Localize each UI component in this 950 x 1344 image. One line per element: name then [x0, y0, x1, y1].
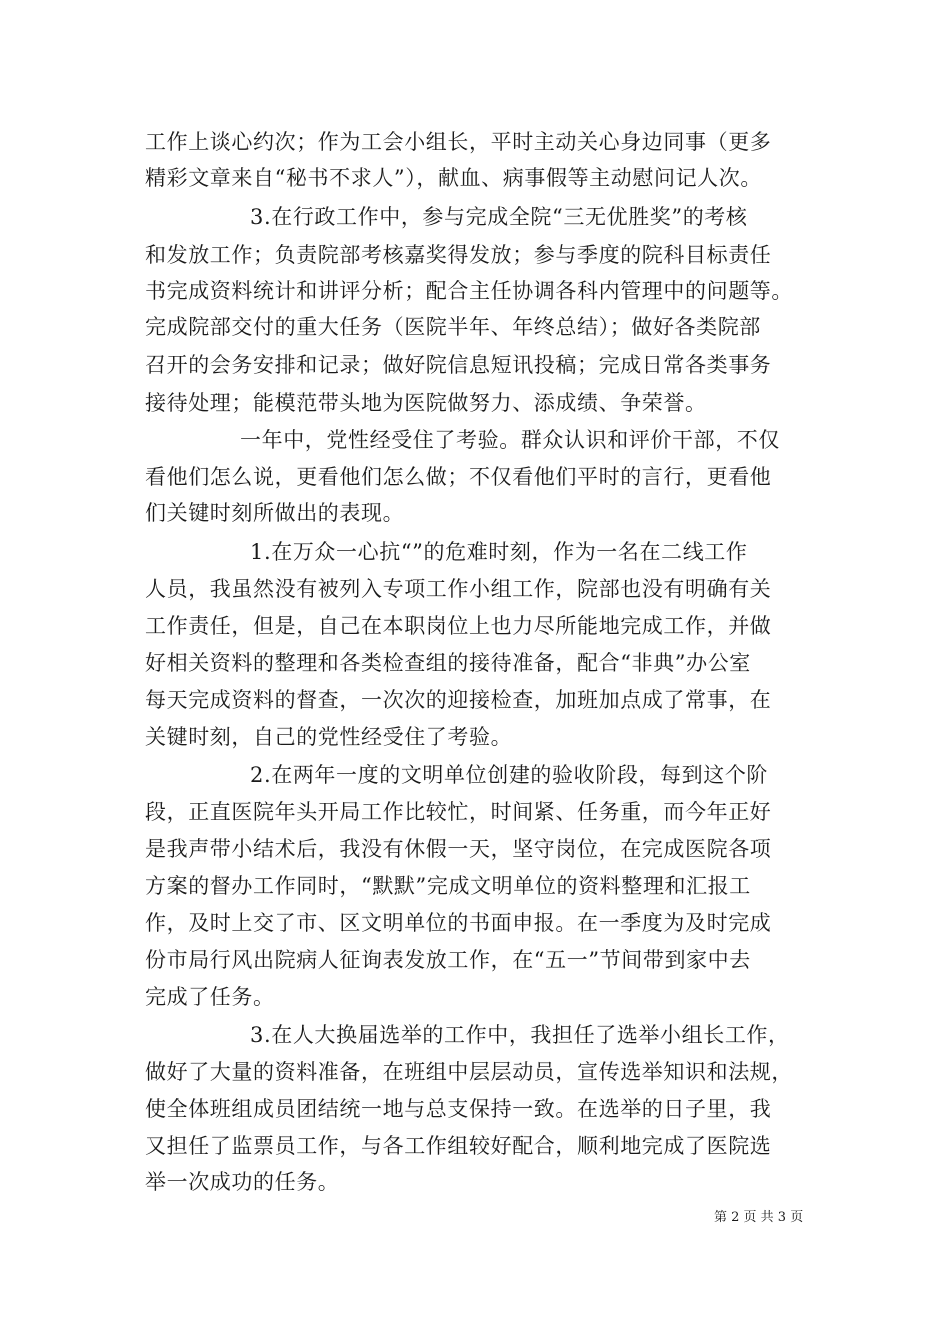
text-line: 做好了大量的资料准备，在班组中层层动员，宣传选举知识和法规，	[145, 1060, 793, 1084]
text-line: 好相关资料的整理和各类检查组的接待准备，配合“非典”办公室	[145, 651, 751, 675]
text-line: 关键时刻，自己的党性经受住了考验。	[145, 725, 513, 749]
text-line: 们关键时刻所做出的表现。	[145, 501, 405, 525]
text-line: 作，及时上交了市、区文明单位的书面申报。在一季度为及时完成	[145, 911, 772, 935]
text-line: 3.在行政工作中，参与完成全院“三无优胜奖”的考核	[250, 205, 748, 229]
text-line: 完成院部交付的重大任务（医院半年、年终总结）；做好各类院部	[145, 315, 761, 339]
text-line: 完成了任务。	[145, 985, 275, 1009]
text-line: 方案的督办工作同时，“默默”完成文明单位的资料整理和汇报工	[145, 874, 751, 898]
text-line: 份市局行风出院病人征询表发放工作，在“五一”节间带到家中去	[145, 948, 751, 972]
text-line: 精彩文章来自“秘书不求人”），献血、病事假等主动慰问记人次。	[145, 166, 762, 190]
text-line: 书完成资料统计和讲评分析；配合主任协调各科内管理中的问题等。	[145, 279, 793, 303]
text-line: 接待处理；能模范带头地为医院做努力、添成绩、争荣誉。	[145, 391, 707, 415]
text-line: 一年中，党性经受住了考验。群众认识和评价干部，不仅	[240, 428, 780, 452]
text-line: 工作责任，但是，自己在本职岗位上也力尽所能地完成工作，并做	[145, 614, 772, 638]
text-line: 又担任了监票员工作，与各工作组较好配合，顺利地完成了医院选	[145, 1134, 772, 1158]
text-line: 使全体班组成员团结统一地与总支保持一致。在选举的日子里，我	[145, 1097, 772, 1121]
page-number: 第 2 页 共 3 页	[714, 1210, 804, 1225]
text-line: 人员，我虽然没有被列入专项工作小组工作，院部也没有明确有关	[145, 577, 772, 601]
text-line: 和发放工作；负责院部考核嘉奖得发放；参与季度的院科目标责任	[145, 243, 772, 267]
text-line: 段，正直医院年头开局工作比较忙，时间紧、任务重，而今年正好	[145, 800, 772, 824]
text-line: 1.在万众一心抗“”的危难时刻，作为一名在二线工作	[250, 540, 748, 564]
text-line: 3.在人大换届选举的工作中，我担任了选举小组长工作，	[250, 1023, 790, 1047]
text-line: 是我声带小结术后，我没有休假一天，坚守岗位，在完成医院各项	[145, 837, 772, 861]
text-line: 工作上谈心约次；作为工会小组长，平时主动关心身边同事（更多	[145, 130, 772, 154]
text-line: 举一次成功的任务。	[145, 1170, 340, 1194]
text-line: 召开的会务安排和记录；做好院信息短讯投稿；完成日常各类事务	[145, 353, 772, 377]
text-line: 2.在两年一度的文明单位创建的验收阶段，每到这个阶	[250, 763, 769, 787]
text-line: 每天完成资料的督查，一次次的迎接检查，加班加点成了常事，在	[145, 688, 772, 712]
text-line: 看他们怎么说，更看他们怎么做；不仅看他们平时的言行，更看他	[145, 465, 772, 489]
